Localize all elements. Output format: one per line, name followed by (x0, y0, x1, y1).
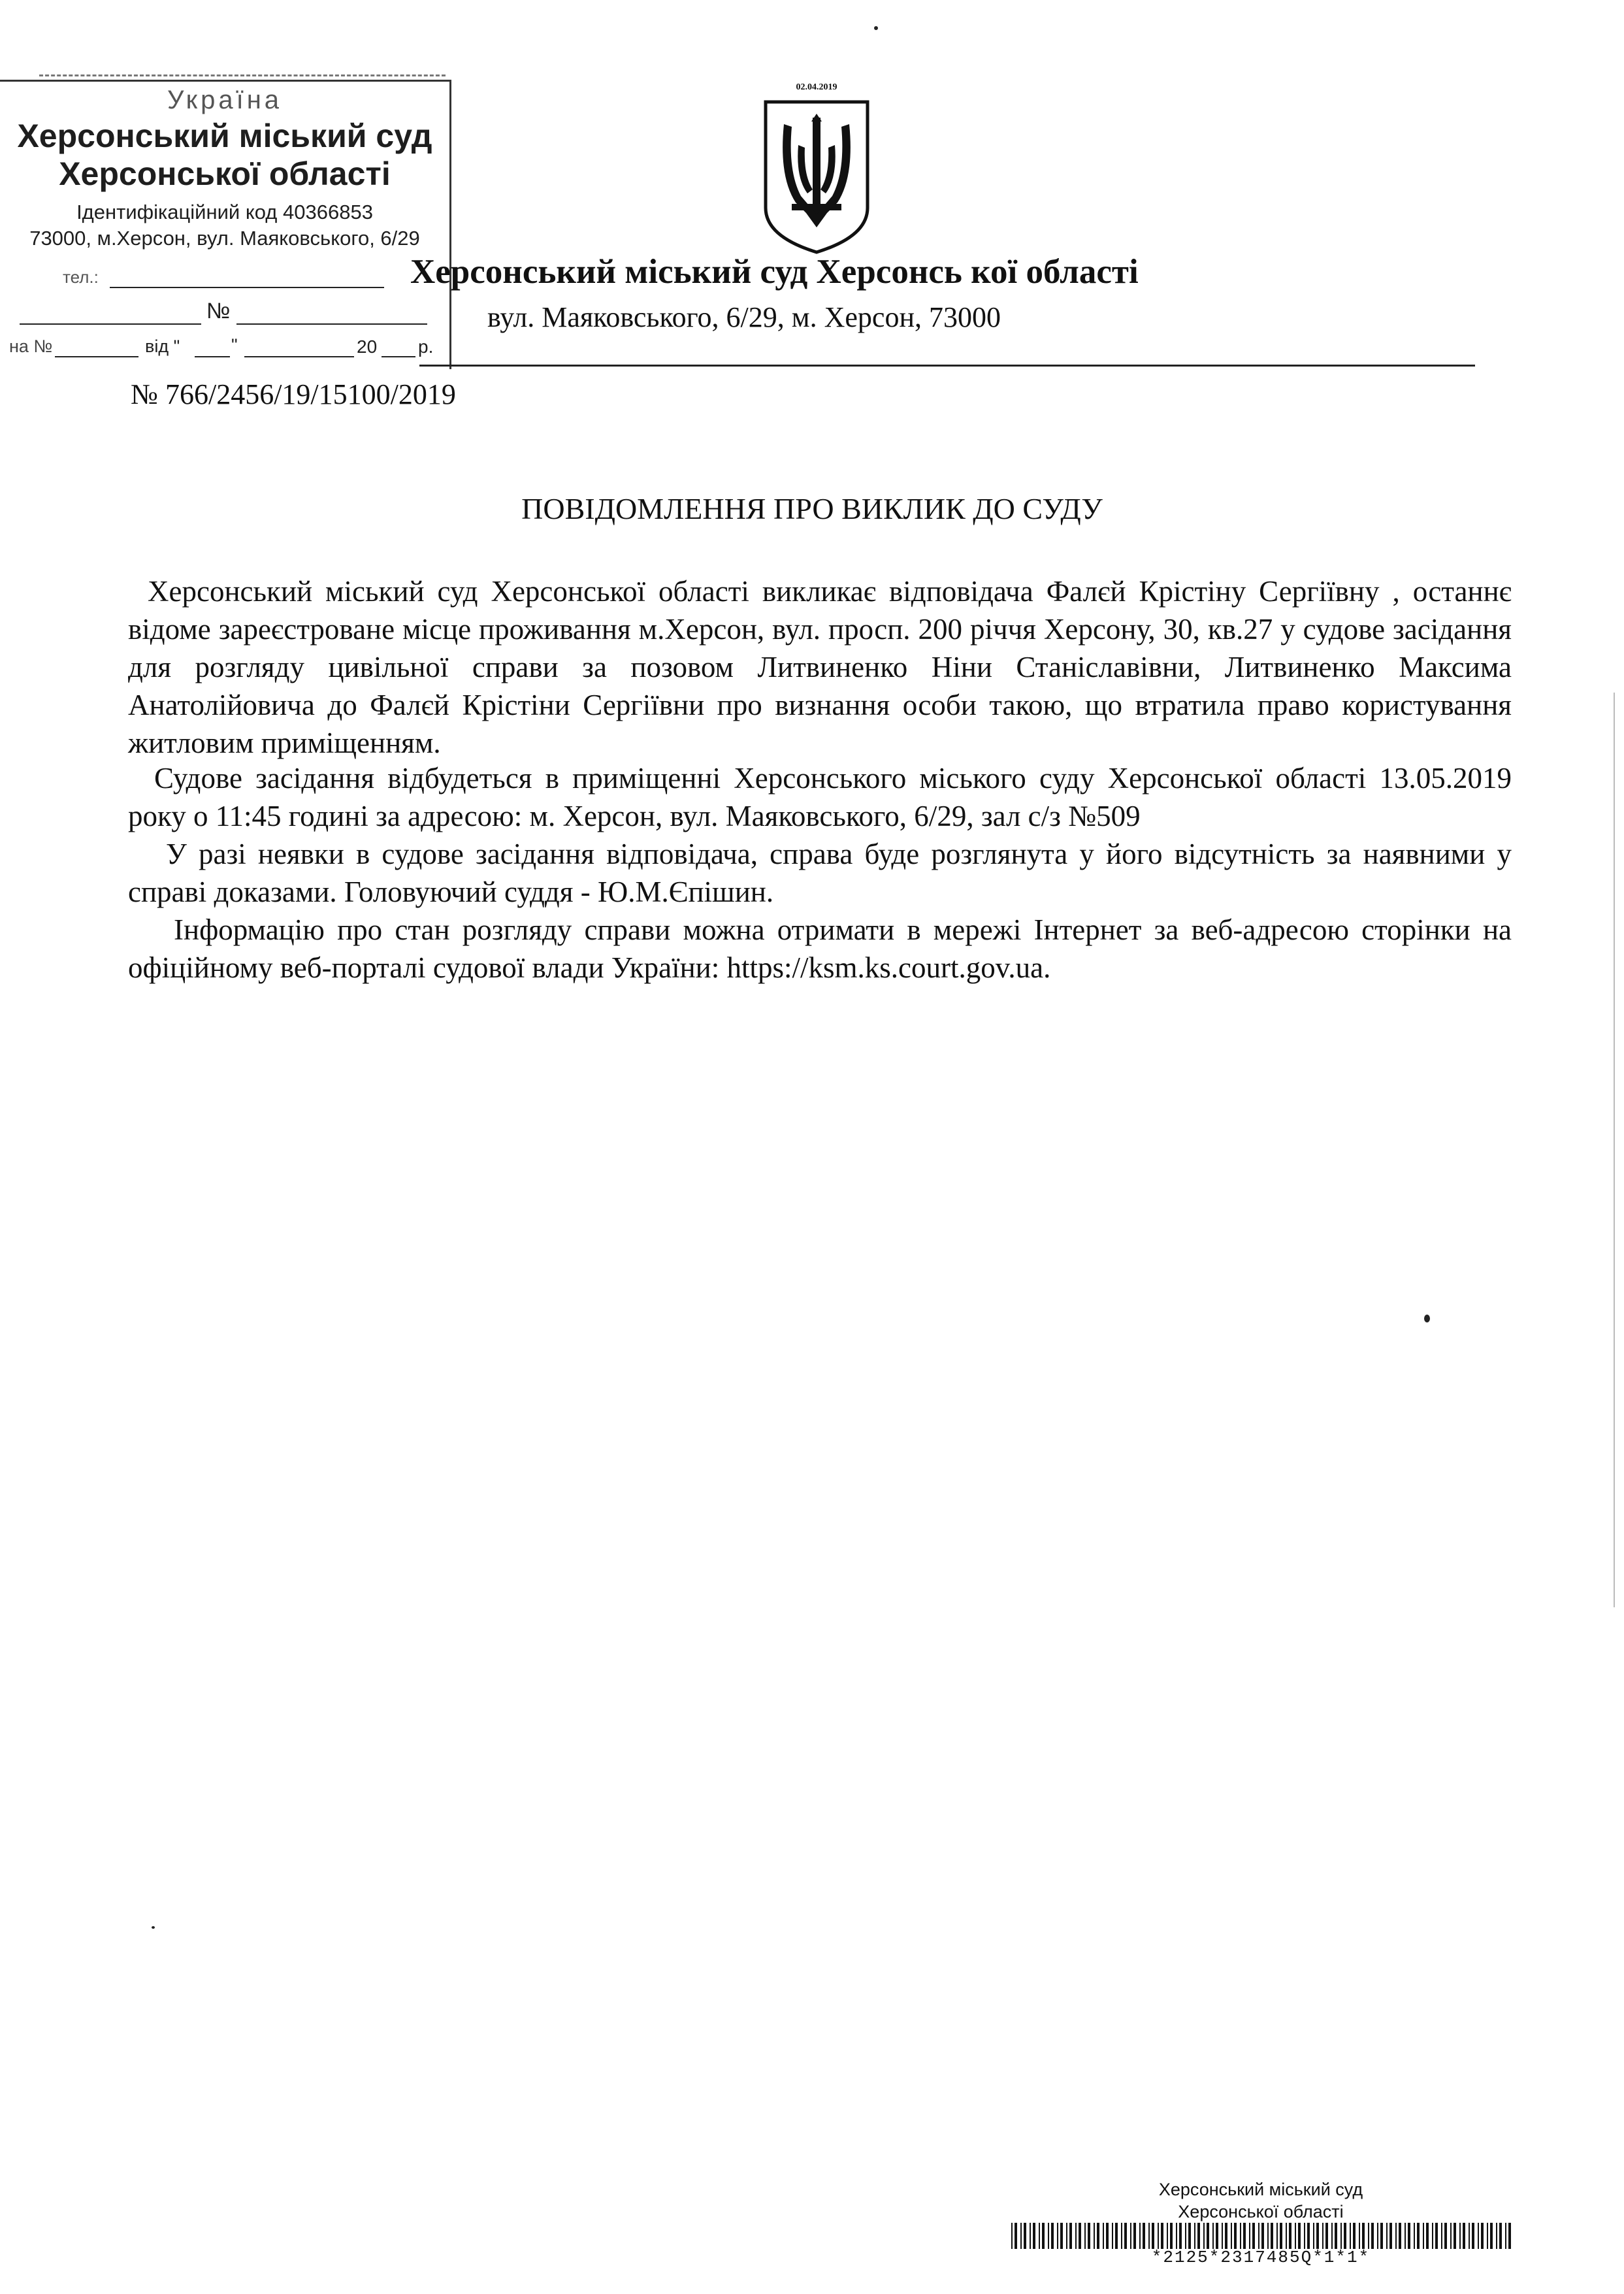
stamp-court-name: Херсонський міський суд (17, 118, 432, 154)
coat-of-arms-icon (762, 98, 871, 255)
stamp-year-suffix: р. (418, 336, 434, 357)
stamp-tel-line (110, 287, 384, 288)
header-divider (419, 365, 1475, 367)
stamp-tel-label: тел.: (63, 267, 99, 287)
stamp-address: 73000, м.Херсон, вул. Маяковського, 6/29 (29, 227, 420, 250)
stamp-month-line (244, 356, 354, 357)
document-title: ПОВІДОМЛЕННЯ ПРО ВИКЛИК ДО СУДУ (521, 492, 1103, 525)
footer-court-name: Херсонський міський суд (1158, 2180, 1363, 2199)
stamp-country: Україна (167, 86, 283, 114)
stamp-court-region: Херсонської області (59, 156, 391, 192)
court-address: вул. Маяковського, 6/29, м. Херсон, 73000 (487, 301, 1001, 333)
scan-dash-top (39, 74, 446, 76)
scan-speck (874, 26, 878, 30)
registration-stamp (0, 80, 451, 369)
stamp-reg-line (20, 323, 201, 325)
stamp-year-line (382, 356, 415, 357)
stamp-no-line (236, 323, 427, 325)
body-paragraph-info: Інформацію про стан розгляду справи можна отримати в мережі Інтернет за веб-адресою сторінки на офіційному веб-порталі судової влади України: https://ksm.ks.court.gov.ua. (128, 913, 1512, 984)
scan-speck (1424, 1315, 1430, 1322)
stamp-on-no-line (55, 356, 138, 357)
body-paragraph-hearing: Судове засідання відбудеться в приміщенні Херсонського міського суду Херсонської області 13.05.2019 року о 11:45 годині за адресою: м. Херсон, вул. Маяковського, 6/29, зал с/з №509 (128, 762, 1512, 832)
emblem-date: 02.04.2019 (796, 82, 837, 92)
scan-edge (1614, 693, 1615, 1607)
stamp-from-quote: " (231, 335, 238, 355)
stamp-year-prefix: 20 (357, 336, 378, 357)
barcode-icon (1010, 2223, 1512, 2249)
stamp-day-line (195, 356, 230, 357)
stamp-from-label: від " (145, 336, 180, 356)
body-paragraph-absence: У разі неявки в судове засідання відповідача, справа буде розглянута у його відсутність за наявними у справі доказами. Головуючий суддя - Ю.М.Єпішин. (128, 838, 1512, 908)
case-number: № 766/2456/19/15100/2019 (131, 378, 456, 410)
stamp-id-code: Ідентифікаційний код 40366853 (76, 201, 373, 223)
stamp-no-label: № (206, 299, 231, 323)
stamp-on-no-label: на № (9, 336, 53, 356)
scan-speck (152, 1926, 155, 1929)
barcode-text: *2125*2317485Q*1*1* (1151, 2248, 1371, 2267)
body-paragraph-summons: Херсонський міський суд Херсонської області викликає відповідача Фалєй Крістіну Сергіївну , останнє відоме зареєстроване місце проживання м.Херсон, вул. просп. 200 річчя Херсону, 30, кв.27 у судове засідання для розгляду цивільної справи за позовом Литвиненко Ніни Станіславівни, Литвиненко Максима Анатолійовича до Фалєй Крістіни Сергіївни про визнання особи такою, що втратила право користування житловим приміщенням. (128, 575, 1512, 759)
court-title: Херсонський міський суд Херсонсь кої області (410, 253, 1139, 291)
footer-court-region: Херсонської області (1178, 2202, 1344, 2221)
